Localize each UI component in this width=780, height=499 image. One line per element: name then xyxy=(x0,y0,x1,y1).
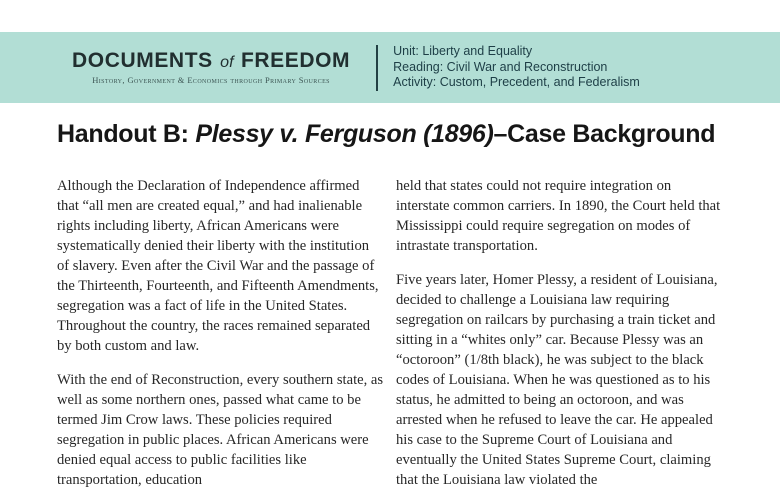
lesson-meta-block xyxy=(393,44,640,91)
title-suffix: –Case Background xyxy=(493,120,716,148)
paragraph-right-2: Five years later, Homer Plessy, a resident of Louisiana, decided to challenge a Louisiana law requiring segregation on railcars by purchasing a train ticket and sitting in a “whites only” car. Because Plessy was an “octoroon” (1/8th black), he was subject to the black codes of Louisiana. When he was questioned as to his status, he admitted to being an octoroon, and was arrested when he refused to leave the car. He appealed his case to the Supreme Court of Louisiana and eventually the United States Supreme Court, claiming that the Louisiana law violated the xyxy=(396,272,718,488)
top-margin-strip xyxy=(0,0,780,32)
logo-tagline: History, Government & Economics through Primary Sources xyxy=(92,75,330,85)
paragraph-left-2: With the end of Reconstruction, every southern state, as well as some northern ones, passed what came to be termed Jim Crow laws. These policies required segregation in public places. African Americans were denied equal access to public facilities like transportation, education xyxy=(57,372,384,488)
body-columns xyxy=(57,176,723,499)
logo-title xyxy=(72,50,350,74)
header-vertical-divider xyxy=(376,45,378,91)
logo-word-freedom: FREEDOM xyxy=(240,49,351,72)
meta-unit: Unit: Liberty and Equality xyxy=(393,44,533,59)
title-prefix: Handout B: xyxy=(57,120,196,148)
paragraph-right-1: held that states could not require integration on interstate common carriers. In 1890, the Court held that Mississippi could require segregation on modes of intrastate transportation. xyxy=(396,178,721,254)
meta-reading: Reading: Civil War and Reconstruction xyxy=(393,59,608,74)
paragraph-left-1: Although the Declaration of Independence affirmed that “all men are created equal,” and had inalienable rights including liberty, African Americans were systematically denied their liberty with the institution of slavery. Even after the Civil War and the passage of the Thirteenth, Fourteenth, and Fifteenth Amendments, segregation was a fact of life in the United States. Throughout the country, the races remained separated by both custom and law. xyxy=(57,178,379,354)
documents-of-freedom-logo xyxy=(72,50,350,85)
left-column xyxy=(57,176,384,499)
page-title xyxy=(57,120,723,148)
logo-word-documents: DOCUMENTS xyxy=(72,49,213,72)
header-band xyxy=(0,32,780,103)
meta-activity: Activity: Custom, Precedent, and Federalism xyxy=(393,75,640,90)
title-case-name: Plessy v. Ferguson (1896) xyxy=(195,120,494,148)
right-column xyxy=(396,176,723,499)
logo-word-of: of xyxy=(220,54,234,71)
